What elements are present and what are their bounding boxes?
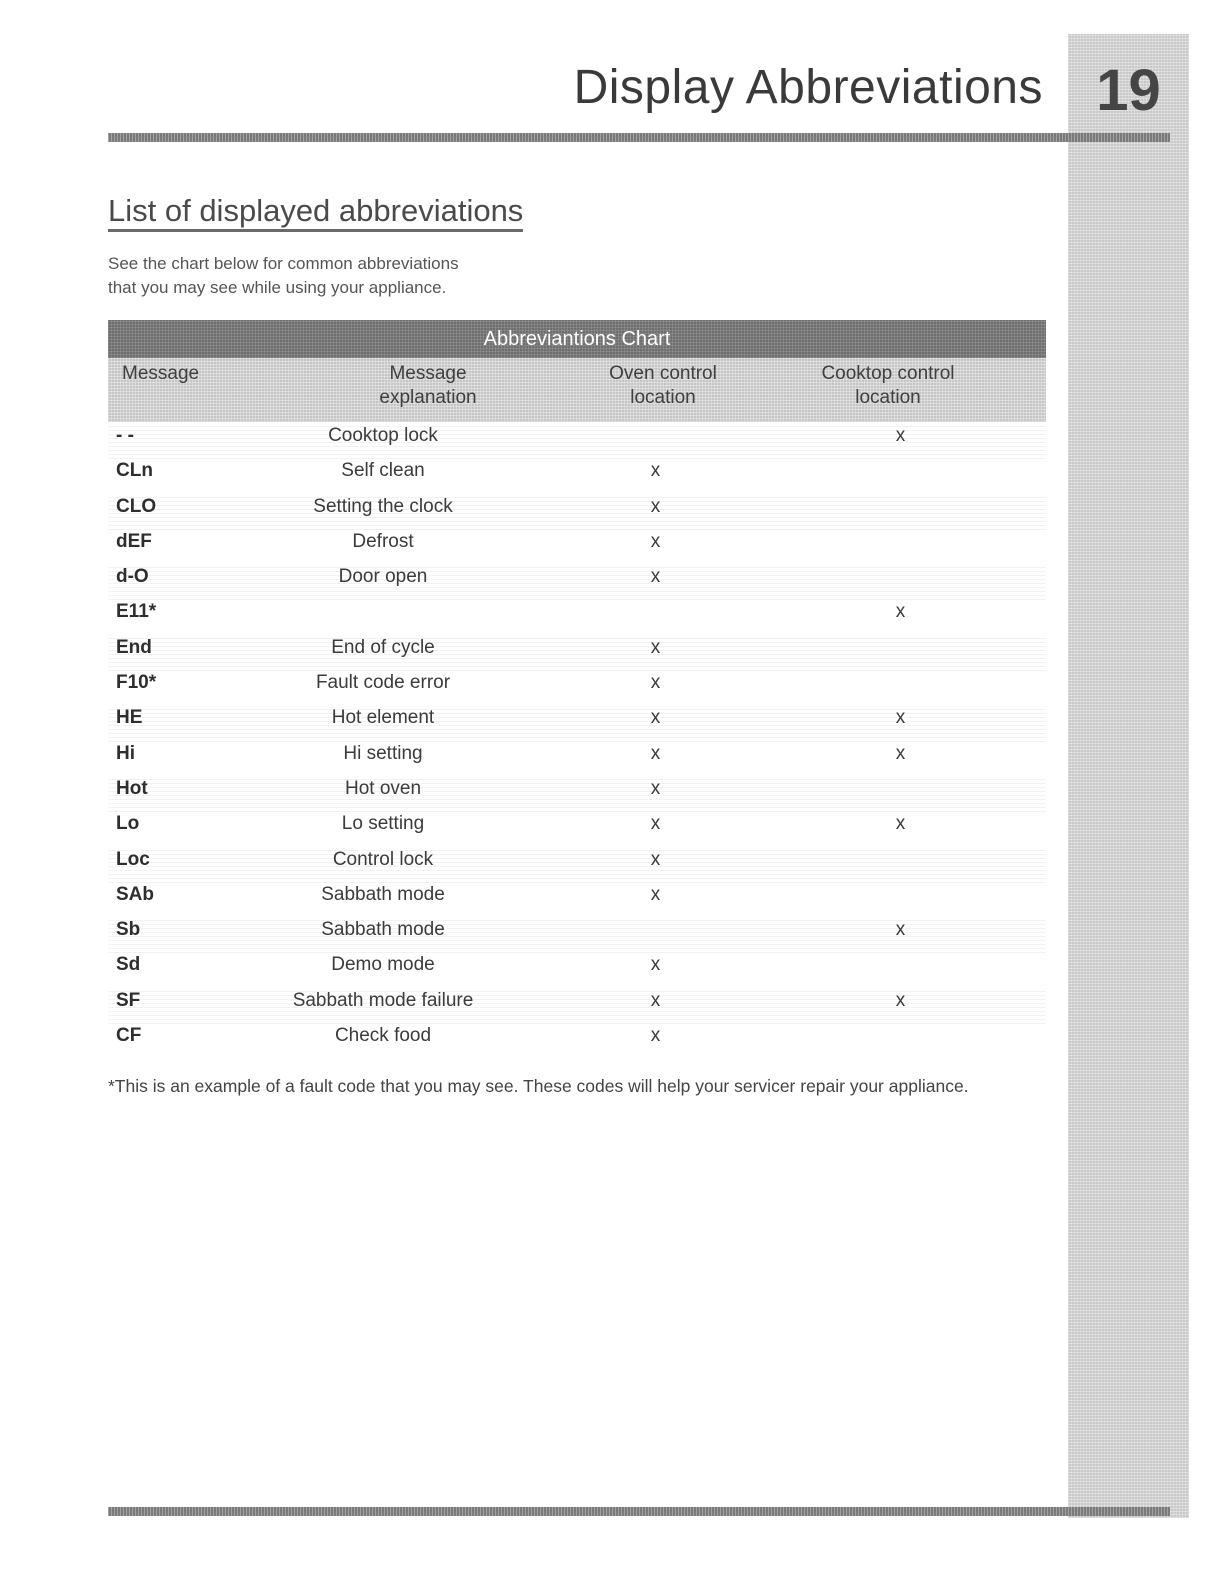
top-rule [108,133,1170,142]
row-message: SF [116,989,141,1011]
row-explanation: Fault code error [315,672,451,694]
side-tab [1068,34,1189,1518]
row-oven-mark: x [650,777,661,799]
row-oven-mark: x [650,848,661,870]
header-cooktop-control-location [783,362,993,410]
row-message: Lo [116,813,140,835]
row-oven-mark: x [650,566,661,588]
row-explanation: Sabbath mode failure [292,989,474,1011]
bottom-rule [108,1507,1170,1516]
table-row [108,565,1046,600]
row-message: F10* [116,672,157,694]
table-row [108,495,1046,530]
footnote: *This is an example of a fault code that you may see. These codes will help your servicer repair your appliance. [108,1076,969,1096]
chart-header-row [108,358,1046,422]
row-message: d-O [116,566,149,588]
row-message: CF [116,1025,142,1047]
row-message: E11* [116,601,157,623]
row-explanation: Hot element [331,707,435,729]
row-message: - - [116,425,134,446]
row-message: SAb [116,883,154,905]
row-explanation: Defrost [352,530,414,552]
table-row [108,953,1046,988]
row-cooktop-mark: x [895,742,906,764]
abbreviations-table [108,424,1046,1059]
header-text: location [855,387,921,408]
row-explanation: End of cycle [331,636,435,658]
page-number: 19 [1096,58,1161,123]
row-explanation: Sabbath mode [321,919,445,941]
header-message-explanation [328,362,528,410]
row-oven-mark: x [650,530,661,552]
table-row [108,848,1046,883]
row-oven-mark: x [650,672,661,694]
row-message: Hi [116,742,135,764]
header-oven-control-location [588,362,738,410]
row-oven-mark: x [650,495,661,517]
row-message: Hot [116,777,148,799]
row-oven-mark: x [650,989,661,1011]
row-oven-mark: x [650,742,661,764]
row-oven-mark: x [650,1025,661,1047]
row-explanation: Demo mode [331,954,435,976]
intro-line: See the chart below for common abbreviations [108,254,459,273]
row-oven-mark: x [650,813,661,835]
header-text: Message [122,363,200,384]
row-explanation: Door open [338,566,428,588]
row-oven-mark: x [650,883,661,905]
table-row [108,424,1046,459]
header-text: location [630,387,696,408]
header-message [122,362,212,386]
header-text: explanation [379,387,477,408]
header-text: Oven control [609,363,717,384]
row-explanation: Cooktop lock [328,425,438,446]
row-cooktop-mark: x [895,919,906,941]
row-cooktop-mark: x [895,425,906,446]
table-row [108,989,1046,1024]
table-row [108,918,1046,953]
section-title: List of displayed abbreviations [108,195,523,232]
table-row [108,636,1046,671]
table-row [108,600,1046,635]
row-explanation: Hi setting [343,742,423,764]
row-explanation: Sabbath mode [321,883,445,905]
row-message: CLO [116,495,157,517]
row-oven-mark: x [650,707,661,729]
row-oven-mark: x [650,460,661,482]
intro-line: that you may see while using your appliance. [108,278,447,297]
table-row [108,1024,1046,1059]
table-row [108,671,1046,706]
row-explanation: Setting the clock [313,495,453,517]
table-row [108,530,1046,565]
intro-text [108,252,668,300]
row-explanation: Hot oven [344,777,422,799]
table-row [108,459,1046,494]
row-message: HE [116,707,143,729]
row-message: Sb [116,919,141,941]
header-text: Cooktop control [821,363,955,384]
row-explanation: Check food [334,1025,432,1047]
row-cooktop-mark: x [895,707,906,729]
row-cooktop-mark: x [895,601,906,623]
table-row [108,883,1046,918]
chart-title: Abbreviantions Chart [108,320,1046,358]
row-message: Loc [116,848,150,870]
row-message: End [116,636,152,658]
row-oven-mark: x [650,636,661,658]
row-oven-mark: x [650,954,661,976]
table-row [108,812,1046,847]
row-message: CLn [116,460,153,482]
table-row [108,777,1046,812]
row-explanation: Lo setting [341,813,425,835]
row-explanation: Control lock [332,848,434,870]
page-title: Display Abbreviations [573,61,1043,114]
row-cooktop-mark: x [895,989,906,1011]
row-cooktop-mark: x [895,813,906,835]
row-message: Sd [116,954,141,976]
row-explanation: Self clean [341,460,425,482]
header-text: Message [389,363,467,384]
table-row [108,706,1046,741]
table-row [108,742,1046,777]
row-message: dEF [116,530,152,552]
